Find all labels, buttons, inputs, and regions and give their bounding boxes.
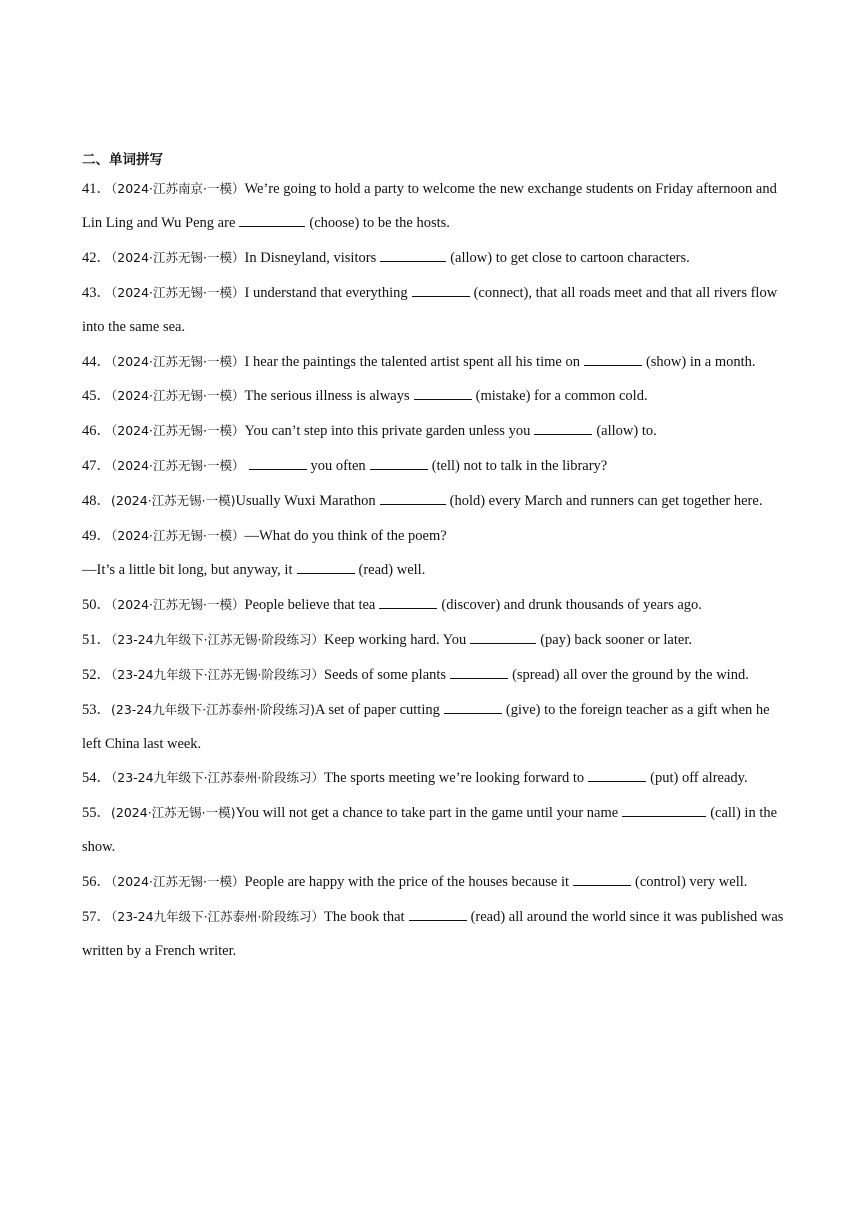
- question-42: [82, 241, 788, 276]
- question-text: (mistake) for a common cold.: [475, 388, 648, 405]
- question-43: [82, 276, 788, 345]
- question-source: （2024·江苏南京·一模）: [111, 181, 245, 196]
- question-number: 55．: [82, 805, 111, 822]
- question-52: [82, 658, 788, 693]
- question-text: (tell) not to talk in the library?: [431, 458, 608, 475]
- section-title: 二、单词拼写: [82, 152, 163, 168]
- answer-blank[interactable]: [534, 420, 592, 435]
- question-number: 52．: [82, 666, 111, 683]
- answer-blank[interactable]: [249, 455, 307, 470]
- question-source: （2024·江苏无锡·一模）: [111, 353, 245, 369]
- question-text: (control) very well.: [635, 874, 748, 891]
- question-text: (pay) back sooner or later.: [540, 631, 692, 648]
- question-text: (give) to the foreign teacher as a gift when he left China last week.: [82, 701, 770, 752]
- question-source: （2024·江苏无锡·一模）: [111, 528, 245, 544]
- question-number: 51．: [82, 631, 111, 648]
- question-source: (2024·江苏无锡·一模): [111, 805, 236, 821]
- question-text: Usually Wuxi Marathon: [235, 493, 376, 510]
- question-text: You can’t step into this private garden unless you: [244, 423, 531, 440]
- question-55: [82, 796, 788, 865]
- question-source: （23-24九年级下·江苏无锡·阶段练习）: [111, 666, 325, 682]
- question-source: （2024·江苏无锡·一模）: [111, 388, 245, 404]
- question-48: [82, 484, 788, 519]
- question-50: [82, 588, 788, 623]
- question-text: you often: [310, 458, 366, 475]
- question-text: (discover) and drunk thousands of years ago.: [441, 596, 702, 613]
- question-source: （23-24九年级下·江苏泰州·阶段练习）: [111, 909, 325, 925]
- question-text: In Disneyland, visitors: [244, 249, 377, 266]
- question-number: 42．: [82, 249, 111, 266]
- question-57: [82, 900, 788, 969]
- answer-blank[interactable]: [412, 282, 470, 297]
- question-text: The sports meeting we’re looking forward to: [324, 770, 585, 787]
- question-text: People believe that tea: [244, 596, 376, 613]
- question-text: (call) in the show.: [82, 805, 778, 856]
- answer-blank[interactable]: [409, 906, 467, 921]
- question-53: [82, 693, 788, 762]
- question-number: 57．: [82, 909, 111, 926]
- question-51: [82, 623, 788, 658]
- question-54: [82, 761, 788, 796]
- question-text: I hear the paintings the talented artist spent all his time on: [244, 353, 580, 370]
- question-41: [82, 172, 788, 241]
- question-number: 47．: [82, 458, 111, 475]
- question-text: (connect), that all roads meet and that all rivers flow into the same sea.: [82, 284, 778, 335]
- question-source: （2024·江苏无锡·一模）: [111, 458, 245, 474]
- question-number: 48．: [82, 493, 111, 510]
- question-text: Seeds of some plants: [324, 666, 447, 683]
- question-text: Keep working hard. You: [324, 631, 467, 648]
- answer-blank[interactable]: [444, 699, 502, 714]
- answer-blank[interactable]: [622, 802, 706, 817]
- answer-blank[interactable]: [588, 767, 646, 782]
- question-number: 50．: [82, 596, 111, 613]
- question-number: 41．: [82, 181, 111, 197]
- question-text: (put) off already.: [650, 770, 748, 787]
- question-source: （23-24九年级下·江苏泰州·阶段练习）: [111, 770, 325, 786]
- question-text: (spread) all over the ground by the wind.: [512, 666, 749, 683]
- question-text: You will not get a chance to take part in the game until your name: [235, 805, 619, 822]
- answer-blank[interactable]: [573, 871, 631, 886]
- answer-blank[interactable]: [414, 385, 472, 400]
- question-number: 56．: [82, 874, 111, 891]
- question-number: 45．: [82, 388, 111, 405]
- answer-blank[interactable]: [297, 559, 355, 574]
- question-47: [82, 449, 788, 484]
- question-45: [82, 379, 788, 414]
- answer-blank[interactable]: [450, 664, 508, 679]
- question-text: —What do you think of the poem?: [244, 528, 447, 545]
- question-text: I understand that everything: [244, 284, 408, 301]
- question-text: (show) in a month.: [645, 353, 756, 370]
- question-text: (choose) to be the hosts.: [309, 214, 450, 231]
- answer-blank[interactable]: [379, 594, 437, 609]
- question-text: (read) well.: [358, 561, 426, 578]
- question-56: [82, 865, 788, 900]
- question-source: （2024·江苏无锡·一模）: [111, 284, 245, 300]
- question-text: (read) all around the world since it was published was written by a French writer.: [82, 909, 784, 959]
- question-text: The serious illness is always: [244, 388, 410, 405]
- answer-blank[interactable]: [380, 247, 446, 262]
- question-44: [82, 345, 788, 380]
- question-source: （2024·江苏无锡·一模）: [111, 874, 245, 890]
- question-number: 44．: [82, 353, 111, 370]
- answer-blank[interactable]: [584, 351, 642, 366]
- question-number: 43．: [82, 284, 111, 301]
- question-source: （2024·江苏无锡·一模）: [111, 423, 245, 439]
- question-number: 46．: [82, 423, 111, 440]
- question-number: 54．: [82, 770, 111, 787]
- question-source: （2024·江苏无锡·一模）: [111, 249, 245, 265]
- question-number: 49．: [82, 528, 111, 545]
- question-source: （2024·江苏无锡·一模）: [111, 596, 245, 612]
- question-text: People are happy with the price of the houses because it: [244, 874, 570, 891]
- question-text: The book that: [324, 909, 405, 926]
- question-text: A set of paper cutting: [315, 701, 440, 718]
- question-text: (allow) to.: [596, 423, 657, 440]
- question-text: —It’s a little bit long, but anyway, it: [82, 561, 293, 578]
- question-46: [82, 414, 788, 449]
- worksheet-page: [82, 150, 788, 969]
- answer-blank[interactable]: [239, 212, 305, 227]
- question-49: [82, 519, 788, 588]
- answer-blank[interactable]: [380, 490, 446, 505]
- question-source: (2024·江苏无锡·一模): [111, 493, 236, 509]
- answer-blank[interactable]: [370, 455, 428, 470]
- question-source: （23-24九年级下·江苏无锡·阶段练习）: [111, 631, 325, 647]
- question-text: (hold) every March and runners can get together here.: [449, 493, 763, 510]
- answer-blank[interactable]: [470, 629, 536, 644]
- question-source: (23-24九年级下·江苏泰州·阶段练习): [111, 701, 316, 717]
- question-number: 53．: [82, 701, 111, 718]
- question-text: (allow) to get close to cartoon characters.: [450, 249, 690, 266]
- question-text: We’re going to hold a party to welcome the new exchange students on Friday afternoon and Lin Ling and Wu Peng are: [82, 181, 777, 231]
